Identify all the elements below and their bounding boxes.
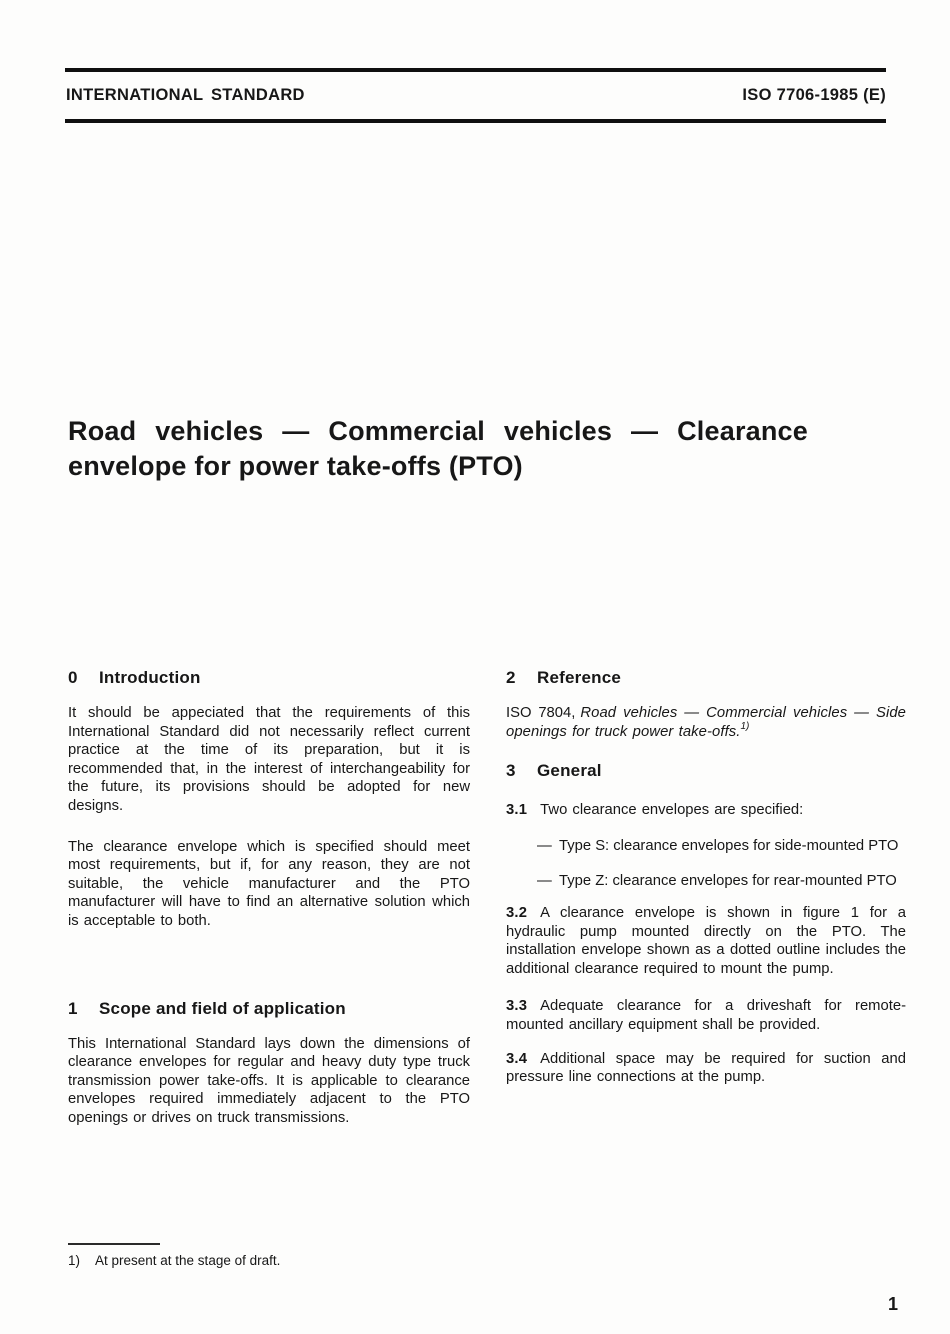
clause-3-3-text: Adequate clearance for a driveshaft for remote-mounted ancillary equipment shall be provided. (506, 998, 906, 1033)
header-bottom-rule (65, 119, 886, 123)
document-number: ISO 7706-1985 (E) (742, 86, 886, 104)
section-general-number: 3 (506, 761, 516, 781)
section-general-title: General (537, 761, 602, 781)
left-column (68, 668, 470, 1128)
document-title: Road vehicles — Commercial vehicles — Clearance envelope for power take-offs (PTO) (68, 416, 808, 481)
section-reference-number: 2 (506, 668, 516, 687)
page-header (66, 86, 886, 105)
introduction-paragraph-1: It should be appeciated that the requirements of this International Standard did not necessarily reflect current practice at the time of its preparation, but it is recommended that, in the interest of interchangeability for the future, its provisions should be adopted for new designs. (68, 705, 470, 814)
clause-3-2 (506, 904, 906, 978)
clause-3-4-number: 3.4 (506, 1050, 528, 1067)
footnote (68, 1243, 280, 1269)
list-item-type-s-text: Type S: clearance envelopes for side-mounted PTO (559, 837, 899, 854)
section-introduction-number: 0 (68, 668, 78, 687)
body-columns (68, 668, 906, 1128)
introduction-paragraph-2: The clearance envelope which is specified should meet most requirements, but if, for any reason, they are not suitable, the vehicle manufacturer and the PTO manufacturer will have to find an alternative solution which is acceptable to both. (68, 838, 470, 929)
header-top-rule (65, 68, 886, 72)
section-scope-heading (68, 999, 470, 1019)
clause-3-4 (506, 1050, 906, 1087)
list-item-type-z-text: Type Z: clearance envelopes for rear-mounted PTO (559, 873, 897, 890)
footnote-text: At present at the stage of draft. (95, 1253, 281, 1268)
dash-bullet: — (537, 837, 552, 854)
clause-3-2-text: A clearance envelope is shown in figure 1 for a hydraulic pump mounted directly on the PTO. The installation envelope shown as a dotted outline includes the additional clearance required to mount the pump. (506, 904, 906, 977)
scope-paragraph-1: This International Standard lays down the dimensions of clearance envelopes for regular and heavy duty type truck transmission power take-offs. It is applicable to clearance envelopes required immediately adjacent to the PTO openings or drives on truck transmissions. (68, 1035, 470, 1126)
list-item-type-z (506, 872, 906, 891)
clause-3-3-number: 3.3 (506, 998, 528, 1015)
page-number: 1 (888, 1294, 899, 1314)
section-scope-number: 1 (68, 998, 78, 1018)
document-type-label: INTERNATIONAL STANDARD (66, 86, 305, 104)
section-reference-heading (506, 668, 906, 688)
dash-bullet: — (537, 873, 552, 890)
section-scope-title: Scope and field of application (99, 998, 346, 1018)
section-introduction-title: Introduction (99, 668, 201, 687)
right-column (506, 668, 906, 1128)
section-general-heading (506, 761, 906, 781)
clause-3-4-text: Additional space may be required for suction and pressure line connections at the pump. (506, 1050, 906, 1086)
section-introduction-heading (68, 668, 470, 688)
list-item-type-s (506, 837, 906, 856)
section-reference-title: Reference (537, 668, 622, 687)
reference-footnote-ref: 1) (740, 720, 750, 732)
clause-3-3 (506, 997, 906, 1034)
clause-3-1 (506, 801, 906, 820)
reference-citation-title: Road vehicles — Commercial vehicles — Side openings for truck power take-offs. (506, 705, 906, 740)
footnote-marker: 1) (68, 1253, 81, 1268)
clause-3-1-text: Two clearance envelopes are specified: (540, 802, 804, 819)
reference-citation (506, 704, 906, 741)
reference-citation-number: ISO 7804, (506, 705, 576, 721)
clause-3-2-number: 3.2 (506, 904, 528, 921)
clause-3-1-number: 3.1 (506, 802, 528, 819)
footnote-rule (68, 1243, 160, 1245)
